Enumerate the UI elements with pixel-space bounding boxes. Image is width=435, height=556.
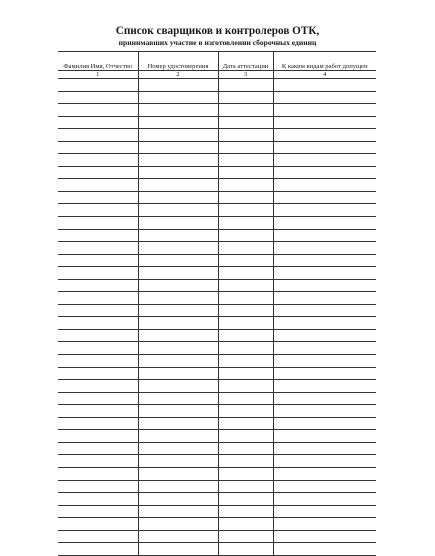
table-cell <box>218 217 273 230</box>
table-cell <box>58 154 138 167</box>
table-cell <box>58 342 138 355</box>
table-cell <box>58 267 138 280</box>
table-cell <box>138 141 218 154</box>
table-cell <box>273 191 376 204</box>
table-row <box>58 191 376 204</box>
table-cell <box>273 267 376 280</box>
table-cell <box>218 493 273 506</box>
table-cell <box>58 204 138 217</box>
table-cell <box>138 229 218 242</box>
table-cell <box>58 279 138 292</box>
table-cell <box>58 417 138 430</box>
table-row <box>58 355 376 368</box>
table-cell <box>138 355 218 368</box>
table-cell <box>138 116 218 129</box>
table-cell <box>58 518 138 531</box>
table-row <box>58 518 376 531</box>
table-cell <box>273 217 376 230</box>
table-row <box>58 267 376 280</box>
table-cell <box>218 329 273 342</box>
table-row <box>58 417 376 430</box>
table-cell <box>218 518 273 531</box>
table-cell <box>58 329 138 342</box>
table-cell <box>273 530 376 543</box>
table-cell <box>218 267 273 280</box>
table-row <box>58 430 376 443</box>
table-cell <box>273 254 376 267</box>
table-row <box>58 530 376 543</box>
personnel-table <box>58 51 376 556</box>
table-cell <box>58 317 138 330</box>
table-row <box>58 116 376 129</box>
table-header-row <box>58 52 376 71</box>
table-cell <box>138 329 218 342</box>
table-cell <box>58 217 138 230</box>
table-cell <box>218 104 273 117</box>
table-cell <box>138 417 218 430</box>
table-cell <box>218 292 273 305</box>
table-cell <box>273 79 376 92</box>
table-cell <box>273 455 376 468</box>
table-cell <box>273 204 376 217</box>
table-cell <box>218 480 273 493</box>
table-cell <box>273 480 376 493</box>
table-cell <box>218 342 273 355</box>
column-number: 4 <box>273 71 376 79</box>
table-cell <box>138 317 218 330</box>
table-cell <box>138 217 218 230</box>
table-cell <box>138 91 218 104</box>
table-cell <box>138 405 218 418</box>
table-cell <box>58 191 138 204</box>
table-cell <box>218 355 273 368</box>
table-cell <box>273 317 376 330</box>
table-cell <box>138 505 218 518</box>
table-cell <box>273 229 376 242</box>
table-cell <box>218 405 273 418</box>
table-cell <box>218 304 273 317</box>
table-cell <box>138 242 218 255</box>
table-cell <box>138 467 218 480</box>
table-row <box>58 467 376 480</box>
column-header-certificate-number: Номер удостоверения <box>138 52 218 71</box>
table-cell <box>58 104 138 117</box>
table-cell <box>58 493 138 506</box>
table-row <box>58 317 376 330</box>
column-header-work-types: К каким видам работ допущен <box>273 52 376 71</box>
table-row <box>58 91 376 104</box>
table-row <box>58 543 376 556</box>
table-cell <box>218 116 273 129</box>
table-cell <box>58 430 138 443</box>
table-cell <box>273 141 376 154</box>
table-cell <box>273 279 376 292</box>
table-cell <box>58 530 138 543</box>
table-row <box>58 480 376 493</box>
table-cell <box>273 342 376 355</box>
table-body <box>58 79 376 556</box>
table-cell <box>58 292 138 305</box>
table-cell <box>138 518 218 531</box>
table-cell <box>138 442 218 455</box>
table-cell <box>138 254 218 267</box>
table-row <box>58 179 376 192</box>
table-cell <box>218 430 273 443</box>
table-row <box>58 166 376 179</box>
table-row <box>58 329 376 342</box>
table-cell <box>138 392 218 405</box>
table-cell <box>273 430 376 443</box>
table-row <box>58 392 376 405</box>
table-cell <box>218 455 273 468</box>
table-cell <box>218 467 273 480</box>
table-cell <box>138 530 218 543</box>
column-number: 3 <box>218 71 273 79</box>
table-cell <box>138 367 218 380</box>
table-cell <box>273 380 376 393</box>
table-cell <box>58 242 138 255</box>
table-cell <box>138 430 218 443</box>
table-cell <box>218 530 273 543</box>
table-cell <box>218 317 273 330</box>
table-cell <box>273 367 376 380</box>
table-cell <box>218 279 273 292</box>
table-cell <box>58 166 138 179</box>
table-cell <box>273 116 376 129</box>
table-cell <box>273 104 376 117</box>
table-cell <box>138 104 218 117</box>
table-row <box>58 79 376 92</box>
table-cell <box>58 355 138 368</box>
table-cell <box>58 91 138 104</box>
table-row <box>58 455 376 468</box>
column-number: 1 <box>58 71 138 79</box>
table-cell <box>218 204 273 217</box>
table-cell <box>218 543 273 556</box>
table-column-number-row <box>58 71 376 79</box>
table-row <box>58 442 376 455</box>
table-cell <box>273 304 376 317</box>
table-cell <box>273 518 376 531</box>
table-cell <box>58 380 138 393</box>
table-cell <box>218 166 273 179</box>
table-cell <box>273 154 376 167</box>
table-row <box>58 217 376 230</box>
table-cell <box>138 154 218 167</box>
table-cell <box>58 455 138 468</box>
table-cell <box>218 129 273 142</box>
table-cell <box>58 254 138 267</box>
table-cell <box>218 505 273 518</box>
table-cell <box>138 166 218 179</box>
table-cell <box>218 417 273 430</box>
table-cell <box>58 229 138 242</box>
table-cell <box>58 141 138 154</box>
table-cell <box>273 166 376 179</box>
table-cell <box>218 380 273 393</box>
table-row <box>58 104 376 117</box>
table-row <box>58 493 376 506</box>
table-cell <box>273 329 376 342</box>
table-cell <box>218 229 273 242</box>
table-cell <box>58 116 138 129</box>
table-cell <box>138 342 218 355</box>
table-row <box>58 380 376 393</box>
table-cell <box>218 179 273 192</box>
column-number: 2 <box>138 71 218 79</box>
table-cell <box>273 467 376 480</box>
table-cell <box>273 493 376 506</box>
table-cell <box>58 405 138 418</box>
table-cell <box>58 79 138 92</box>
table-row <box>58 229 376 242</box>
table-cell <box>273 91 376 104</box>
table-cell <box>218 79 273 92</box>
table-row <box>58 154 376 167</box>
table-cell <box>218 141 273 154</box>
table-cell <box>273 417 376 430</box>
table-cell <box>58 129 138 142</box>
document-title: Список сварщиков и контролеров ОТК, <box>115 25 320 37</box>
table-cell <box>58 543 138 556</box>
document-subtitle: принимавших участие в изготовлении сборочных единиц <box>118 38 317 47</box>
table-cell <box>138 204 218 217</box>
table-cell <box>218 367 273 380</box>
table-cell <box>138 380 218 393</box>
table-row <box>58 505 376 518</box>
table-cell <box>138 129 218 142</box>
table-row <box>58 204 376 217</box>
table-cell <box>138 179 218 192</box>
table-cell <box>273 543 376 556</box>
table-cell <box>218 154 273 167</box>
table-cell <box>138 304 218 317</box>
table-row <box>58 279 376 292</box>
table-cell <box>273 242 376 255</box>
table-cell <box>218 91 273 104</box>
table-cell <box>138 267 218 280</box>
table-cell <box>58 505 138 518</box>
table-cell <box>218 191 273 204</box>
table-cell <box>138 480 218 493</box>
table-row <box>58 292 376 305</box>
table-cell <box>58 179 138 192</box>
table-row <box>58 304 376 317</box>
table-cell <box>58 367 138 380</box>
table-cell <box>138 191 218 204</box>
table-cell <box>273 505 376 518</box>
table-row <box>58 405 376 418</box>
table-cell <box>138 493 218 506</box>
table-row <box>58 129 376 142</box>
table-cell <box>58 467 138 480</box>
table-cell <box>273 292 376 305</box>
table-cell <box>273 129 376 142</box>
table-cell <box>138 279 218 292</box>
table-row <box>58 342 376 355</box>
table-row <box>58 242 376 255</box>
table-cell <box>58 480 138 493</box>
column-header-certification-date: Дата аттестации <box>218 52 273 71</box>
table-cell <box>138 79 218 92</box>
table-row <box>58 254 376 267</box>
table-cell <box>138 292 218 305</box>
table-cell <box>218 442 273 455</box>
table-cell <box>218 254 273 267</box>
table-cell <box>138 543 218 556</box>
table-cell <box>138 455 218 468</box>
table-row <box>58 367 376 380</box>
table-cell <box>58 392 138 405</box>
table-cell <box>273 179 376 192</box>
table-cell <box>218 392 273 405</box>
table-cell <box>58 304 138 317</box>
table-cell <box>58 442 138 455</box>
table-cell <box>218 242 273 255</box>
table-row <box>58 141 376 154</box>
table-cell <box>273 355 376 368</box>
table-cell <box>273 442 376 455</box>
column-header-full-name: Фамилия Имя, Отчество <box>58 52 138 71</box>
table-cell <box>273 392 376 405</box>
table-cell <box>273 405 376 418</box>
